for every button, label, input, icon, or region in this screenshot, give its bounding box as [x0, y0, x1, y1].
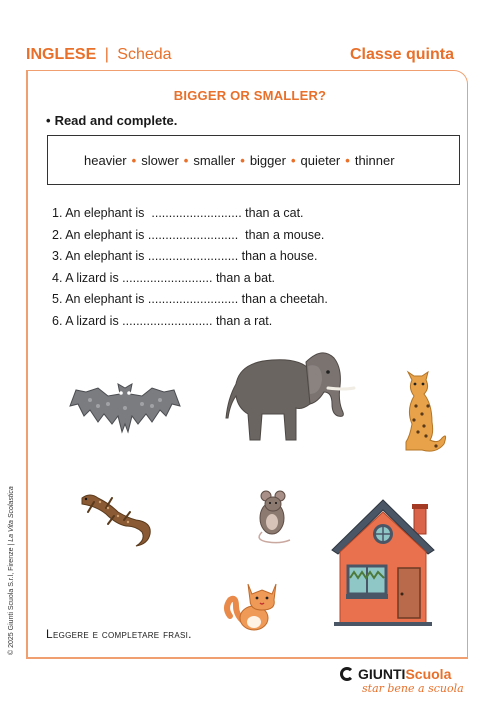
- sentence-item: 1. An elephant is .......................... than a cat.: [52, 206, 304, 220]
- cheetah-icon: [392, 370, 452, 456]
- giunti-g-icon: [340, 667, 354, 681]
- house-icon: [328, 498, 438, 628]
- word-item: thinner: [354, 152, 395, 168]
- bat-icon: [68, 380, 182, 438]
- elephant-icon: [222, 344, 358, 446]
- instruction: [46, 113, 177, 128]
- brand-logo: [340, 666, 480, 695]
- word-separator: •: [183, 152, 189, 168]
- grade-label: Classe quinta: [349, 46, 454, 63]
- word-separator: •: [345, 152, 350, 168]
- copyright-prefix: © 2025 Giunti Scuola S.r.l, Firenze |: [8, 541, 15, 655]
- word-separator: •: [290, 152, 296, 168]
- lizard-icon: [76, 490, 158, 550]
- word-separator: •: [131, 152, 137, 168]
- word-item: heavier: [84, 152, 127, 168]
- instruction-bullet: •: [46, 113, 51, 128]
- task-description: Leggere e completare frasi.: [46, 627, 192, 641]
- instruction-text: Read and complete.: [54, 113, 178, 128]
- page-header: [26, 44, 454, 66]
- brand-logo-row: [340, 666, 480, 682]
- sentence-item: 5. An elephant is .......................... than a cheetah.: [52, 292, 328, 306]
- word-item: smaller: [193, 152, 236, 168]
- header-separator: |: [104, 46, 109, 63]
- word-separator: •: [240, 152, 245, 168]
- brand-tagline: star bene a scuola: [362, 682, 464, 695]
- subject-label: [26, 46, 172, 64]
- worksheet-frame-left: [26, 70, 28, 658]
- word-box: [47, 135, 460, 185]
- copyright-magazine: La Vita Scolastica: [8, 486, 15, 542]
- sentence-item: 3. An elephant is .......................... than a house.: [52, 249, 318, 263]
- sentence-item: 4. A lizard is .......................... than a bat.: [52, 270, 276, 285]
- sentence-list: [52, 203, 328, 332]
- cat-icon: [222, 576, 284, 634]
- sheet-label: Scheda: [117, 46, 172, 63]
- mouse-icon: [250, 488, 296, 546]
- worksheet-frame-bottom: [26, 657, 468, 659]
- copyright-note: [8, 486, 15, 655]
- subject-text: INGLESE: [26, 46, 97, 63]
- brand-name-part1: GIUNTI: [358, 666, 406, 682]
- word-item: quieter: [300, 152, 341, 168]
- word-item: slower: [141, 152, 179, 168]
- sentence-item: 6. A lizard is .......................... than a rat.: [52, 313, 273, 328]
- brand-name: [358, 666, 451, 682]
- word-item: bigger: [249, 152, 286, 168]
- sentence-item: 2. An elephant is .......................... than a mouse.: [52, 227, 325, 242]
- brand-name-part2: Scuola: [405, 666, 452, 682]
- worksheet-title: BIGGER OR SMALLER?: [173, 88, 327, 103]
